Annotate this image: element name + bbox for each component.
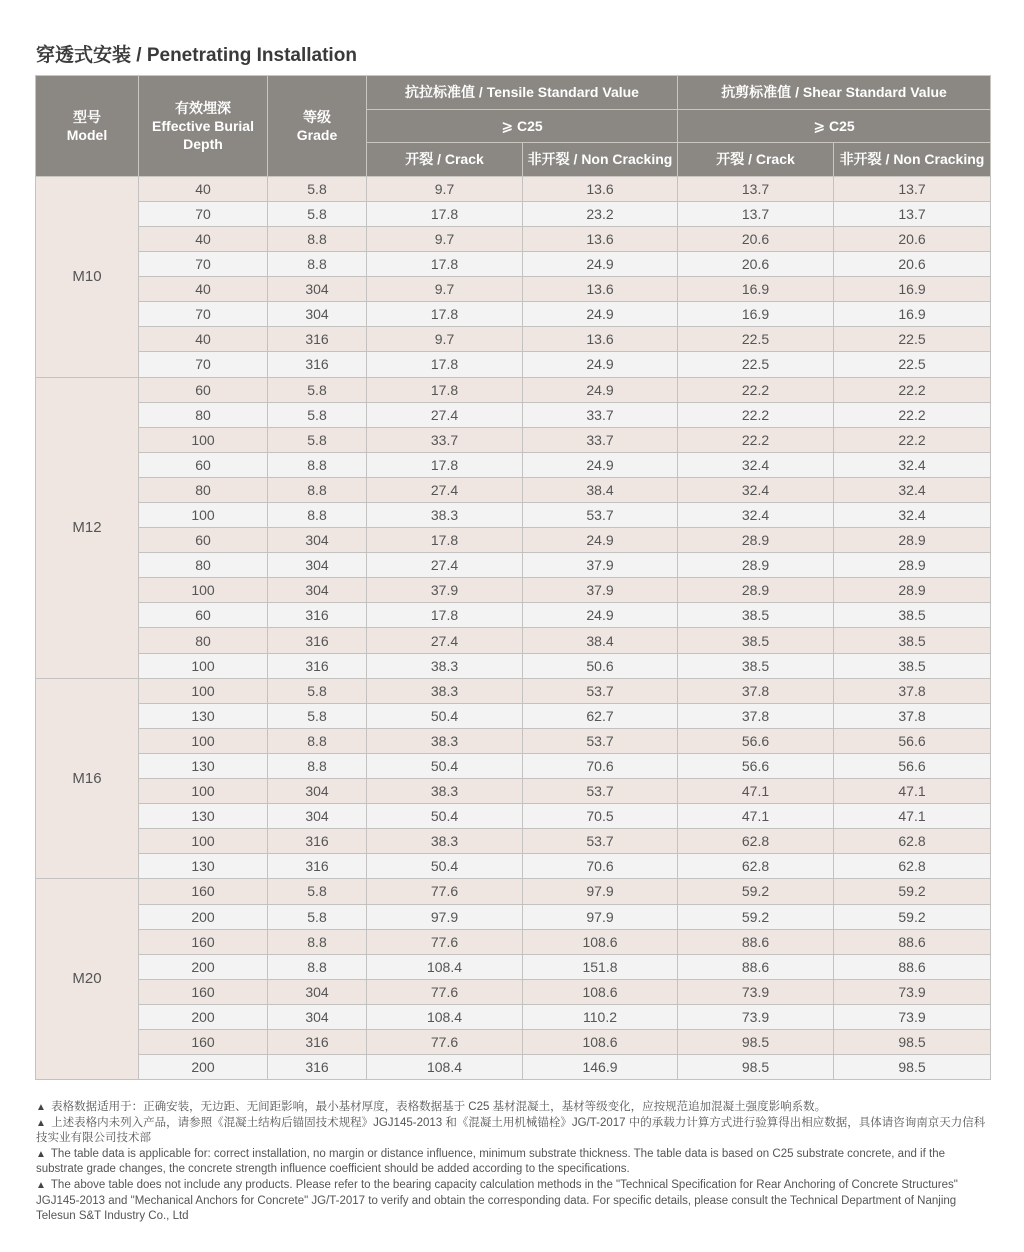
header-tensile-noncrack: 非开裂 / Non Cracking (523, 143, 678, 177)
shear-crack-cell: 28.9 (678, 553, 834, 578)
table-row (36, 302, 991, 327)
grade-cell: 5.8 (268, 176, 367, 201)
tensile-crack-cell: 27.4 (367, 402, 523, 427)
page-title: 穿透式安装 / Penetrating Installation (36, 45, 357, 66)
tensile-noncrack-cell: 62.7 (523, 703, 678, 728)
triangle-bullet-icon: ▲ (36, 1148, 46, 1160)
tensile-crack-cell: 9.7 (367, 226, 523, 251)
depth-cell: 60 (139, 528, 268, 553)
tensile-noncrack-cell: 37.9 (523, 553, 678, 578)
depth-cell: 80 (139, 477, 268, 502)
shear-crack-cell: 38.5 (678, 603, 834, 628)
depth-cell: 100 (139, 578, 268, 603)
grade-cell: 316 (268, 352, 367, 377)
tensile-noncrack-cell: 13.6 (523, 277, 678, 302)
shear-crack-cell: 32.4 (678, 503, 834, 528)
depth-cell: 130 (139, 854, 268, 879)
header-shear: 抗剪标准值 / Shear Standard Value (678, 76, 991, 110)
table-row (36, 779, 991, 804)
depth-cell: 200 (139, 904, 268, 929)
note-1 (36, 1100, 992, 1116)
table-body (36, 176, 991, 1079)
note-1-text: 表格数据适用于：正确安装，无边距、无间距影响，最小基材厚度，表格数据基于 C25 基材混凝土，基材等级变化，应按规范追加混凝土强度影响系数。 (51, 1101, 827, 1113)
tensile-noncrack-cell: 53.7 (523, 779, 678, 804)
shear-crack-cell: 88.6 (678, 954, 834, 979)
shear-crack-cell: 22.2 (678, 427, 834, 452)
depth-cell: 160 (139, 879, 268, 904)
shear-crack-cell: 37.8 (678, 678, 834, 703)
grade-cell: 304 (268, 779, 367, 804)
depth-cell: 130 (139, 703, 268, 728)
note-3 (36, 1147, 992, 1178)
shear-crack-cell: 73.9 (678, 979, 834, 1004)
tensile-crack-cell: 38.3 (367, 653, 523, 678)
tensile-crack-cell: 33.7 (367, 427, 523, 452)
shear-crack-cell: 59.2 (678, 904, 834, 929)
grade-cell: 8.8 (268, 753, 367, 778)
depth-cell: 70 (139, 352, 268, 377)
shear-noncrack-cell: 28.9 (834, 578, 991, 603)
shear-crack-cell: 98.5 (678, 1055, 834, 1080)
tensile-crack-cell: 38.3 (367, 779, 523, 804)
tensile-noncrack-cell: 24.9 (523, 352, 678, 377)
grade-cell: 316 (268, 829, 367, 854)
grade-cell: 8.8 (268, 226, 367, 251)
note-2 (36, 1116, 992, 1147)
grade-cell: 304 (268, 979, 367, 1004)
table-row (36, 252, 991, 277)
tensile-noncrack-cell: 33.7 (523, 427, 678, 452)
depth-cell: 40 (139, 327, 268, 352)
grade-cell: 316 (268, 1029, 367, 1054)
tensile-noncrack-cell: 53.7 (523, 503, 678, 528)
tensile-noncrack-cell: 24.9 (523, 252, 678, 277)
grade-cell: 316 (268, 327, 367, 352)
tensile-crack-cell: 9.7 (367, 277, 523, 302)
tensile-crack-cell: 77.6 (367, 979, 523, 1004)
header-depth-en: Effective Burial Depth (152, 117, 254, 152)
table-row (36, 854, 991, 879)
shear-noncrack-cell: 59.2 (834, 879, 991, 904)
grade-cell: 5.8 (268, 879, 367, 904)
grade-cell: 316 (268, 628, 367, 653)
tensile-crack-cell: 38.3 (367, 728, 523, 753)
table-row (36, 226, 991, 251)
header-shear-crack: 开裂 / Crack (678, 143, 834, 177)
tensile-crack-cell: 27.4 (367, 553, 523, 578)
tensile-crack-cell: 38.3 (367, 503, 523, 528)
tensile-noncrack-cell: 50.6 (523, 653, 678, 678)
header-shear-noncrack: 非开裂 / Non Cracking (834, 143, 991, 177)
shear-crack-cell: 28.9 (678, 528, 834, 553)
grade-cell: 5.8 (268, 678, 367, 703)
tensile-noncrack-cell: 38.4 (523, 477, 678, 502)
shear-crack-cell: 37.8 (678, 703, 834, 728)
tensile-crack-cell: 38.3 (367, 829, 523, 854)
depth-cell: 160 (139, 929, 268, 954)
depth-cell: 70 (139, 201, 268, 226)
grade-cell: 304 (268, 277, 367, 302)
shear-noncrack-cell: 59.2 (834, 904, 991, 929)
shear-crack-cell: 56.6 (678, 728, 834, 753)
tensile-noncrack-cell: 108.6 (523, 1029, 678, 1054)
header-model-en: Model (66, 126, 108, 143)
tensile-crack-cell: 50.4 (367, 804, 523, 829)
grade-cell: 8.8 (268, 929, 367, 954)
header-grade (268, 76, 367, 177)
depth-cell: 40 (139, 226, 268, 251)
shear-crack-cell: 20.6 (678, 252, 834, 277)
shear-crack-cell: 16.9 (678, 302, 834, 327)
shear-noncrack-cell: 16.9 (834, 277, 991, 302)
tensile-crack-cell: 17.8 (367, 352, 523, 377)
tensile-noncrack-cell: 38.4 (523, 628, 678, 653)
tensile-crack-cell: 97.9 (367, 904, 523, 929)
tensile-crack-cell: 17.8 (367, 302, 523, 327)
triangle-bullet-icon: ▲ (36, 1117, 46, 1129)
model-cell: M10 (36, 176, 139, 377)
shear-noncrack-cell: 38.5 (834, 628, 991, 653)
depth-cell: 100 (139, 829, 268, 854)
table-row (36, 728, 991, 753)
table-row (36, 176, 991, 201)
grade-cell: 304 (268, 804, 367, 829)
shear-crack-cell: 62.8 (678, 829, 834, 854)
tensile-crack-cell: 17.8 (367, 528, 523, 553)
depth-cell: 100 (139, 503, 268, 528)
shear-crack-cell: 22.2 (678, 402, 834, 427)
depth-cell: 100 (139, 427, 268, 452)
table-row (36, 879, 991, 904)
tensile-crack-cell: 50.4 (367, 753, 523, 778)
table-row (36, 578, 991, 603)
tensile-crack-cell: 108.4 (367, 1055, 523, 1080)
tensile-crack-cell: 108.4 (367, 954, 523, 979)
shear-crack-cell: 47.1 (678, 779, 834, 804)
shear-crack-cell: 73.9 (678, 1004, 834, 1029)
depth-cell: 160 (139, 979, 268, 1004)
depth-cell: 70 (139, 252, 268, 277)
note-4 (36, 1178, 992, 1225)
model-cell: M16 (36, 678, 139, 879)
shear-noncrack-cell: 13.7 (834, 176, 991, 201)
shear-noncrack-cell: 62.8 (834, 829, 991, 854)
grade-cell: 316 (268, 1055, 367, 1080)
tensile-noncrack-cell: 110.2 (523, 1004, 678, 1029)
table-row (36, 653, 991, 678)
tensile-crack-cell: 17.8 (367, 603, 523, 628)
shear-noncrack-cell: 62.8 (834, 854, 991, 879)
tensile-crack-cell: 38.3 (367, 678, 523, 703)
tensile-noncrack-cell: 70.6 (523, 854, 678, 879)
shear-crack-cell: 13.7 (678, 176, 834, 201)
shear-noncrack-cell: 32.4 (834, 477, 991, 502)
shear-crack-cell: 13.7 (678, 201, 834, 226)
grade-cell: 5.8 (268, 427, 367, 452)
table-row (36, 402, 991, 427)
header-model-cn: 型号 (73, 108, 101, 125)
shear-crack-cell: 20.6 (678, 226, 834, 251)
table-row (36, 352, 991, 377)
tensile-noncrack-cell: 23.2 (523, 201, 678, 226)
grade-cell: 5.8 (268, 703, 367, 728)
table-row (36, 703, 991, 728)
shear-crack-cell: 22.2 (678, 377, 834, 402)
shear-noncrack-cell: 22.5 (834, 352, 991, 377)
tensile-noncrack-cell: 13.6 (523, 226, 678, 251)
tensile-noncrack-cell: 146.9 (523, 1055, 678, 1080)
grade-cell: 8.8 (268, 954, 367, 979)
header-model (36, 76, 139, 177)
depth-cell: 200 (139, 1055, 268, 1080)
table-row (36, 804, 991, 829)
table-row (36, 1029, 991, 1054)
table-row (36, 1004, 991, 1029)
tensile-crack-cell: 27.4 (367, 477, 523, 502)
grade-cell: 8.8 (268, 252, 367, 277)
header-grade-en: Grade (296, 126, 338, 143)
tensile-crack-cell: 50.4 (367, 854, 523, 879)
shear-noncrack-cell: 37.8 (834, 678, 991, 703)
table-row (36, 503, 991, 528)
spec-table (35, 75, 991, 1080)
tensile-crack-cell: 17.8 (367, 377, 523, 402)
notes (36, 1100, 992, 1225)
tensile-noncrack-cell: 24.9 (523, 452, 678, 477)
table-row (36, 327, 991, 352)
shear-crack-cell: 88.6 (678, 929, 834, 954)
shear-noncrack-cell: 98.5 (834, 1055, 991, 1080)
tensile-crack-cell: 77.6 (367, 879, 523, 904)
tensile-noncrack-cell: 151.8 (523, 954, 678, 979)
table-row (36, 628, 991, 653)
depth-cell: 70 (139, 302, 268, 327)
depth-cell: 200 (139, 1004, 268, 1029)
tensile-noncrack-cell: 24.9 (523, 603, 678, 628)
grade-cell: 304 (268, 578, 367, 603)
table-row (36, 954, 991, 979)
depth-cell: 100 (139, 728, 268, 753)
grade-cell: 316 (268, 653, 367, 678)
shear-noncrack-cell: 56.6 (834, 728, 991, 753)
grade-cell: 5.8 (268, 402, 367, 427)
tensile-noncrack-cell: 53.7 (523, 829, 678, 854)
table-row (36, 553, 991, 578)
depth-cell: 60 (139, 452, 268, 477)
shear-noncrack-cell: 73.9 (834, 979, 991, 1004)
shear-noncrack-cell: 38.5 (834, 603, 991, 628)
tensile-crack-cell: 27.4 (367, 628, 523, 653)
depth-cell: 80 (139, 402, 268, 427)
shear-noncrack-cell: 16.9 (834, 302, 991, 327)
depth-cell: 130 (139, 804, 268, 829)
depth-cell: 160 (139, 1029, 268, 1054)
shear-noncrack-cell: 20.6 (834, 252, 991, 277)
shear-noncrack-cell: 22.2 (834, 402, 991, 427)
table-row (36, 603, 991, 628)
tensile-noncrack-cell: 13.6 (523, 176, 678, 201)
triangle-bullet-icon: ▲ (36, 1102, 46, 1113)
tensile-crack-cell: 9.7 (367, 176, 523, 201)
tensile-noncrack-cell: 97.9 (523, 879, 678, 904)
shear-noncrack-cell: 22.2 (834, 427, 991, 452)
tensile-noncrack-cell: 53.7 (523, 678, 678, 703)
tensile-noncrack-cell: 24.9 (523, 302, 678, 327)
shear-crack-cell: 22.5 (678, 327, 834, 352)
note-2-text: 上述表格内未列入产品，请参照《混凝土结构后锚固技术规程》JGJ145-2013 和《混凝土用机械锚栓》JG/T-2017 中的承载力计算方式进行验算得出相应数据，具体请咨询南京天力信科技实业有限公司技术部 (36, 1116, 986, 1145)
model-cell: M20 (36, 879, 139, 1080)
table-row (36, 904, 991, 929)
table-row (36, 201, 991, 226)
shear-crack-cell: 22.5 (678, 352, 834, 377)
tensile-crack-cell: 17.8 (367, 252, 523, 277)
tensile-noncrack-cell: 108.6 (523, 929, 678, 954)
depth-cell: 60 (139, 603, 268, 628)
table-row (36, 528, 991, 553)
tensile-crack-cell: 37.9 (367, 578, 523, 603)
tensile-noncrack-cell: 24.9 (523, 377, 678, 402)
grade-cell: 5.8 (268, 377, 367, 402)
tensile-crack-cell: 108.4 (367, 1004, 523, 1029)
grade-cell: 8.8 (268, 452, 367, 477)
shear-crack-cell: 59.2 (678, 879, 834, 904)
tensile-crack-cell: 50.4 (367, 703, 523, 728)
header-tensile: 抗拉标准值 / Tensile Standard Value (367, 76, 678, 110)
shear-crack-cell: 16.9 (678, 277, 834, 302)
triangle-bullet-icon: ▲ (36, 1179, 46, 1191)
depth-cell: 100 (139, 779, 268, 804)
grade-cell: 8.8 (268, 477, 367, 502)
depth-cell: 80 (139, 628, 268, 653)
shear-crack-cell: 28.9 (678, 578, 834, 603)
table-row (36, 829, 991, 854)
shear-noncrack-cell: 28.9 (834, 528, 991, 553)
table-row (36, 1055, 991, 1080)
tensile-crack-cell: 77.6 (367, 929, 523, 954)
shear-noncrack-cell: 32.4 (834, 452, 991, 477)
table-row (36, 477, 991, 502)
tensile-noncrack-cell: 70.6 (523, 753, 678, 778)
shear-noncrack-cell: 47.1 (834, 779, 991, 804)
depth-cell: 60 (139, 377, 268, 402)
tensile-noncrack-cell: 97.9 (523, 904, 678, 929)
grade-cell: 304 (268, 302, 367, 327)
note-3-text: The table data is applicable for: correct installation, no margin or distance influence, minimum substrate thickness. The table data is based on C25 substrate concrete, and if the substrate grade changes, the concrete strength influence coefficient should be added according to the specifications. (36, 1147, 945, 1176)
grade-cell: 8.8 (268, 503, 367, 528)
grade-cell: 316 (268, 854, 367, 879)
tensile-noncrack-cell: 37.9 (523, 578, 678, 603)
depth-cell: 100 (139, 678, 268, 703)
shear-noncrack-cell: 37.8 (834, 703, 991, 728)
header-grade-cn: 等级 (303, 108, 331, 125)
table-row (36, 929, 991, 954)
depth-cell: 100 (139, 653, 268, 678)
shear-crack-cell: 98.5 (678, 1029, 834, 1054)
grade-cell: 5.8 (268, 201, 367, 226)
header-tensile-crack: 开裂 / Crack (367, 143, 523, 177)
shear-noncrack-cell: 73.9 (834, 1004, 991, 1029)
shear-crack-cell: 32.4 (678, 452, 834, 477)
note-4-text: The above table does not include any products. Please refer to the bearing capacity calculation methods in the "Technical Specification for Rear Anchoring of Concrete Structures" JGJ145-2013 and "Mechanical Anchors for Concrete" JG/T-2017 to verify and obtain the corresponding data. For specific details, please consult the Technical Department of Nanjing Telesun S&T Industry Co., Ltd (36, 1178, 958, 1223)
shear-crack-cell: 47.1 (678, 804, 834, 829)
tensile-noncrack-cell: 70.5 (523, 804, 678, 829)
shear-noncrack-cell: 22.2 (834, 377, 991, 402)
shear-noncrack-cell: 56.6 (834, 753, 991, 778)
grade-cell: 5.8 (268, 904, 367, 929)
tensile-noncrack-cell: 33.7 (523, 402, 678, 427)
shear-crack-cell: 38.5 (678, 628, 834, 653)
tensile-crack-cell: 77.6 (367, 1029, 523, 1054)
shear-noncrack-cell: 13.7 (834, 201, 991, 226)
grade-cell: 304 (268, 528, 367, 553)
table-row (36, 678, 991, 703)
tensile-noncrack-cell: 53.7 (523, 728, 678, 753)
shear-noncrack-cell: 38.5 (834, 653, 991, 678)
shear-crack-cell: 56.6 (678, 753, 834, 778)
header-tensile-c25: ⩾ C25 (367, 109, 678, 143)
tensile-noncrack-cell: 13.6 (523, 327, 678, 352)
table-row (36, 753, 991, 778)
header-depth-cn: 有效埋深 (175, 99, 231, 116)
tensile-crack-cell: 17.8 (367, 452, 523, 477)
tensile-noncrack-cell: 108.6 (523, 979, 678, 1004)
table-row (36, 427, 991, 452)
shear-noncrack-cell: 47.1 (834, 804, 991, 829)
table-row (36, 377, 991, 402)
tensile-crack-cell: 17.8 (367, 201, 523, 226)
shear-crack-cell: 62.8 (678, 854, 834, 879)
shear-noncrack-cell: 22.5 (834, 327, 991, 352)
shear-noncrack-cell: 88.6 (834, 929, 991, 954)
shear-noncrack-cell: 20.6 (834, 226, 991, 251)
depth-cell: 40 (139, 277, 268, 302)
grade-cell: 304 (268, 1004, 367, 1029)
tensile-crack-cell: 9.7 (367, 327, 523, 352)
table-row (36, 277, 991, 302)
shear-noncrack-cell: 98.5 (834, 1029, 991, 1054)
depth-cell: 40 (139, 176, 268, 201)
grade-cell: 316 (268, 603, 367, 628)
header-depth (139, 76, 268, 177)
tensile-noncrack-cell: 24.9 (523, 528, 678, 553)
shear-noncrack-cell: 28.9 (834, 553, 991, 578)
depth-cell: 130 (139, 753, 268, 778)
header-shear-c25: ⩾ C25 (678, 109, 991, 143)
shear-crack-cell: 38.5 (678, 653, 834, 678)
depth-cell: 80 (139, 553, 268, 578)
model-cell: M12 (36, 377, 139, 678)
depth-cell: 200 (139, 954, 268, 979)
shear-noncrack-cell: 32.4 (834, 503, 991, 528)
table-row (36, 452, 991, 477)
grade-cell: 8.8 (268, 728, 367, 753)
shear-noncrack-cell: 88.6 (834, 954, 991, 979)
shear-crack-cell: 32.4 (678, 477, 834, 502)
grade-cell: 304 (268, 553, 367, 578)
table-row (36, 979, 991, 1004)
